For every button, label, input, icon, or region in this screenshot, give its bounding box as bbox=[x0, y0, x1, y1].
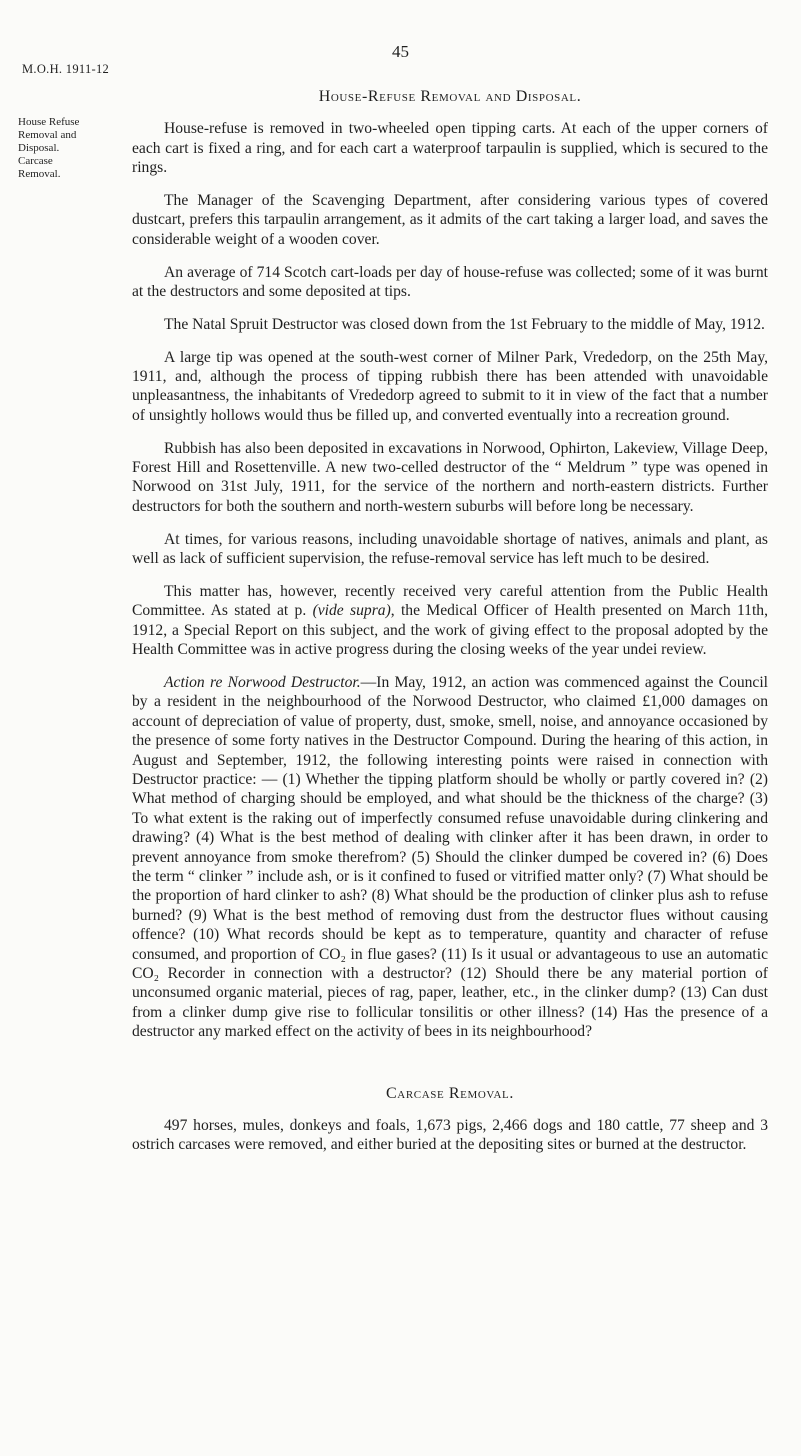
margin-note-line: Carcase bbox=[18, 155, 53, 167]
main-content bbox=[132, 87, 768, 1168]
paragraph-text: —In May, 1912, an action was commenced against the Council by a resident in the neighbourhood of the Norwood Destructor, who claimed £1,000 damages on account of depreciation of value of property, dust, smoke, smell, noise, and annoyance occasioned by the presence of some forty natives in the Destructor Compound. During the hearing of this action, in August and September, 1912, the following interesting points were raised in connection with Destructor practice: — (1) Whether the tipping platform should be wholly or partly covered in? (2) What method of charging should be employed, and what should be the thickness of the charge? (3) To what extent is the raking out of imperfectly consumed refuse unavoidable during clinkering and drawing? (4) What is the best method of dealing with clinker after it has been drawn, in order to prevent annoyance from smoke therefrom? (5) Should the clinker dumped be covered in? (6) Does the term “ clinker ” include ash, or is it confined to fused or vitrified matter only? (7) What should be the proportion of hard clinker to ash? (8) What should be the production of clinker plus ash to refuse burned? (9) What is the best method of removing dust from the destructor flues without causing offence? (10) What records should be kept as to temperature, quantity and character of refuse consumed, and proportion of CO₂ in flue gases? (11) Is it usual or advantageous to use an automatic CO₂ Recorder in connection with a destructor? (12) Should there be any material portion of unconsumed organic material, pieces of rag, paper, leather, etc., in the clinker dump? (13) Can dust from a clinker dump give rise to follicular tonsilitis or other illness? (14) Has the presence of a destructor any marked effect on the activity of bees in its neighbourhood? bbox=[132, 673, 768, 1041]
paragraph: At times, for various reasons, including unavoidable shortage of natives, animals and plant, as well as lack of sufficient supervision, the refuse-removal service has left much to be desired. bbox=[132, 530, 768, 568]
paragraph: 497 horses, mules, donkeys and foals, 1,673 pigs, 2,466 dogs and 180 cattle, 77 sheep and 3 ostrich carcases were removed, and either buried at the depositing sites or burned at the destructor. bbox=[132, 1117, 768, 1154]
page-number: 45 bbox=[392, 42, 409, 61]
paragraph: House-refuse is removed in two-wheeled open tipping carts. At each of the upper corners of each cart is fixed a ring, and for each cart a waterproof tarpaulin is supplied, which is secured to the rings. bbox=[132, 120, 768, 177]
vide-supra: (vide supra) bbox=[312, 602, 391, 620]
paragraph: A large tip was opened at the south-west corner of Milner Park, Vrededorp, on the 25th May, 1911, and, although the process of tipping rubbish there has been attended with unavoidable unpleasantness, the inhabitants of Vrededorp agreed to submit to it in view of the fact that a number of unsightly hollows would thus be filled up, and converted eventually into a recreation ground. bbox=[132, 348, 768, 424]
paragraph-text: , the Medical Officer of Health presented on March 11th, 1912, a Special Report on this subject, and the work of giving effect to the proposal adopted by the Health Committee was in active progress during the closing weeks of the year undei review. bbox=[132, 602, 768, 659]
margin-note-line: Removal. bbox=[18, 168, 61, 180]
paragraph-text: This matter has, however, recently received very careful attention from the Public Health Committee. As stated at p. bbox=[132, 582, 768, 620]
paragraph: Rubbish has also been deposited in excavations in Norwood, Ophirton, Lakeview, Village Deep, Forest Hill and Rosettenville. A new two-celled destructor of the “ Meldrum ” type was opened in Norwood on 31st July, 1911, for the service of the northern and north-eastern districts. Further destructors for both the southern and north-western suburbs will before long be necessary. bbox=[132, 439, 768, 515]
margin-note-line: House Refuse bbox=[18, 116, 80, 128]
paragraph-public-health bbox=[132, 582, 768, 660]
running-head: M.O.H. 1911-12 bbox=[22, 62, 110, 76]
action-heading: Action re Norwood Destructor. bbox=[164, 673, 361, 691]
margin-note-line: Removal and bbox=[18, 129, 77, 141]
paragraph: An average of 714 Scotch cart-loads per day of house-refuse was collected; some of it was burnt at the destructors and some deposited at tips. bbox=[132, 263, 768, 301]
paragraph-action-norwood bbox=[132, 673, 768, 1042]
section-title-carcase-removal: Carcase Removal. bbox=[386, 1084, 514, 1102]
section-title-house-refuse: House-Refuse Removal and Disposal. bbox=[318, 88, 582, 105]
paragraph: The Manager of the Scavenging Department, after considering various types of covered dustcart, prefers this tarpaulin arrangement, as it admits of the cart taking a larger load, and saves the considerable weight of a wooden cover. bbox=[132, 192, 768, 248]
margin-note-line: Disposal. bbox=[18, 142, 60, 154]
margin-note bbox=[18, 116, 90, 181]
paragraph: The Natal Spruit Destructor was closed down from the 1st February to the middle of May, 1912. bbox=[164, 315, 765, 333]
